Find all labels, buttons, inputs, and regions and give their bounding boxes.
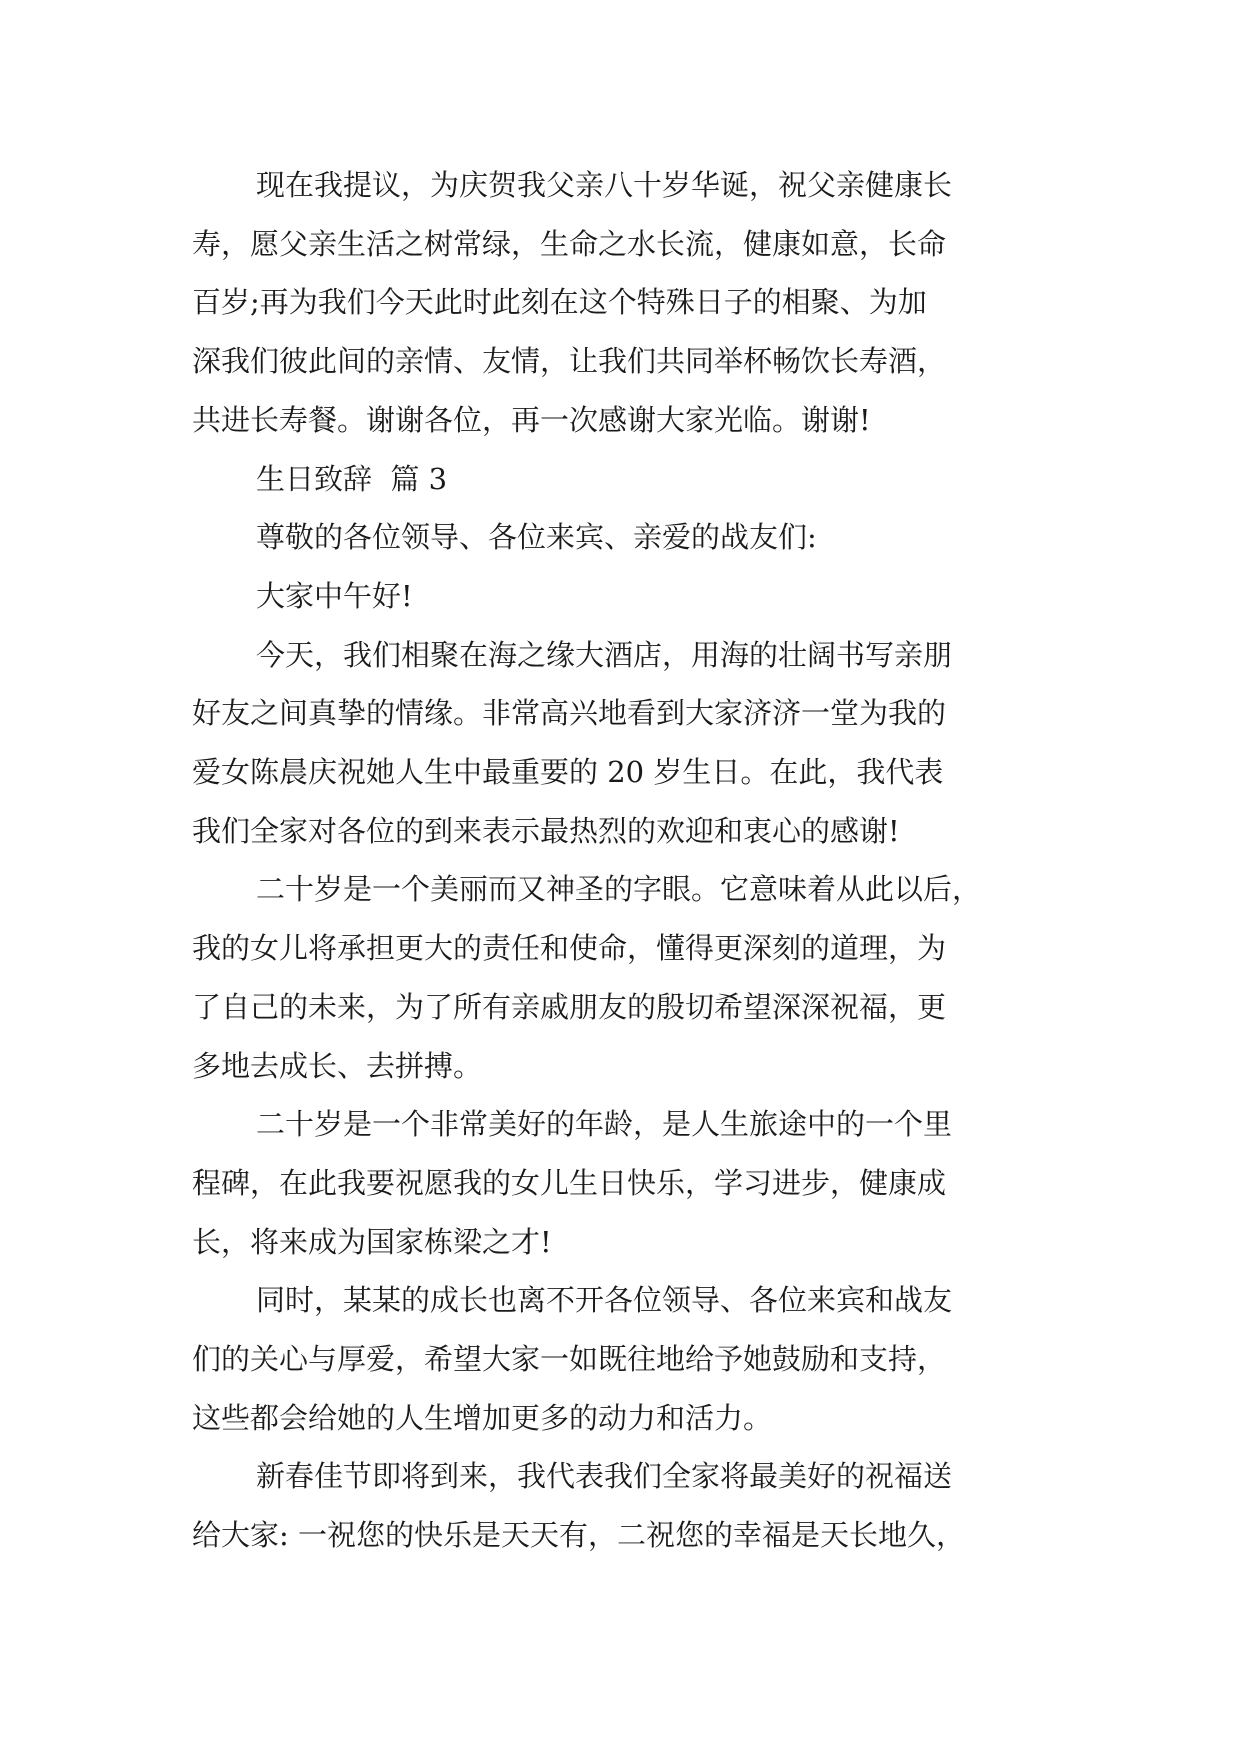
text-line: 好友之间真挚的情缘。非常高兴地看到大家济济一堂为我的	[192, 696, 947, 731]
section-title	[192, 450, 1052, 509]
text-line: 爱女陈晨庆祝她人生中最重要的 20 岁生日。在此，我代表	[192, 755, 944, 790]
text-line: 现在我提议，为庆贺我父亲八十岁华诞，祝父亲健康长	[256, 168, 953, 202]
text-line: 尊敬的各位领导、各位来宾、亲爱的战友们:	[256, 520, 817, 555]
text-line: 给大家: 一祝您的快乐是天天有，二祝您的幸福是天长地久，	[192, 1518, 965, 1553]
text-line: 我们全家对各位的到来表示最热烈的欢迎和衷心的感谢!	[192, 813, 900, 848]
paragraph-new-year	[192, 1447, 1052, 1564]
section-title-text: 生日致辞 篇 3	[256, 461, 448, 496]
text-line: 百岁;再为我们今天此时此刻在这个特殊日子的相聚、为加	[192, 285, 927, 320]
text-line: 这些都会给她的人生增加更多的动力和活力。	[192, 1400, 773, 1435]
paragraph-intro	[192, 626, 1052, 861]
paragraph-thanks	[192, 1271, 1052, 1447]
text-line: 长，将来成为国家栋梁之才!	[192, 1224, 552, 1259]
paragraph-greeting	[192, 567, 1052, 626]
document-body	[192, 156, 1052, 1565]
text-line: 深我们彼此间的亲情、友情，让我们共同举杯畅饮长寿酒，	[192, 344, 947, 379]
text-line: 们的关心与厚爱，希望大家一如既往地给予她鼓励和支持，	[192, 1342, 947, 1377]
text-line: 二十岁是一个非常美好的年龄，是人生旅途中的一个里	[256, 1107, 953, 1142]
text-line: 程碑，在此我要祝愿我的女儿生日快乐，学习进步，健康成	[192, 1165, 947, 1200]
paragraph-wishes	[192, 1095, 1052, 1271]
text-line: 大家中午好!	[256, 578, 413, 613]
text-line: 寿，愿父亲生活之树常绿，生命之水长流，健康如意，长命	[192, 226, 947, 261]
text-line: 同时，某某的成长也离不开各位领导、各位来宾和战友	[256, 1283, 953, 1318]
text-line: 多地去成长、去拼搏。	[192, 1048, 483, 1083]
text-line: 新春佳节即将到来，我代表我们全家将最美好的祝福送	[256, 1459, 953, 1494]
paragraph-meaning	[192, 860, 1052, 1095]
text-line: 今天，我们相聚在海之缘大酒店，用海的壮阔书写亲朋	[256, 637, 953, 672]
text-line: 我的女儿将承担更大的责任和使命，懂得更深刻的道理，为	[192, 931, 947, 966]
text-line: 二十岁是一个美丽而又神圣的字眼。它意味着从此以后，	[256, 872, 982, 907]
paragraph-salutation	[192, 508, 1052, 567]
text-line: 共进长寿餐。谢谢各位，再一次感谢大家光临。谢谢!	[192, 402, 871, 437]
text-line: 了自己的未来，为了所有亲戚朋友的殷切希望深深祝福，更	[192, 989, 947, 1024]
paragraph-toast	[192, 156, 1052, 450]
